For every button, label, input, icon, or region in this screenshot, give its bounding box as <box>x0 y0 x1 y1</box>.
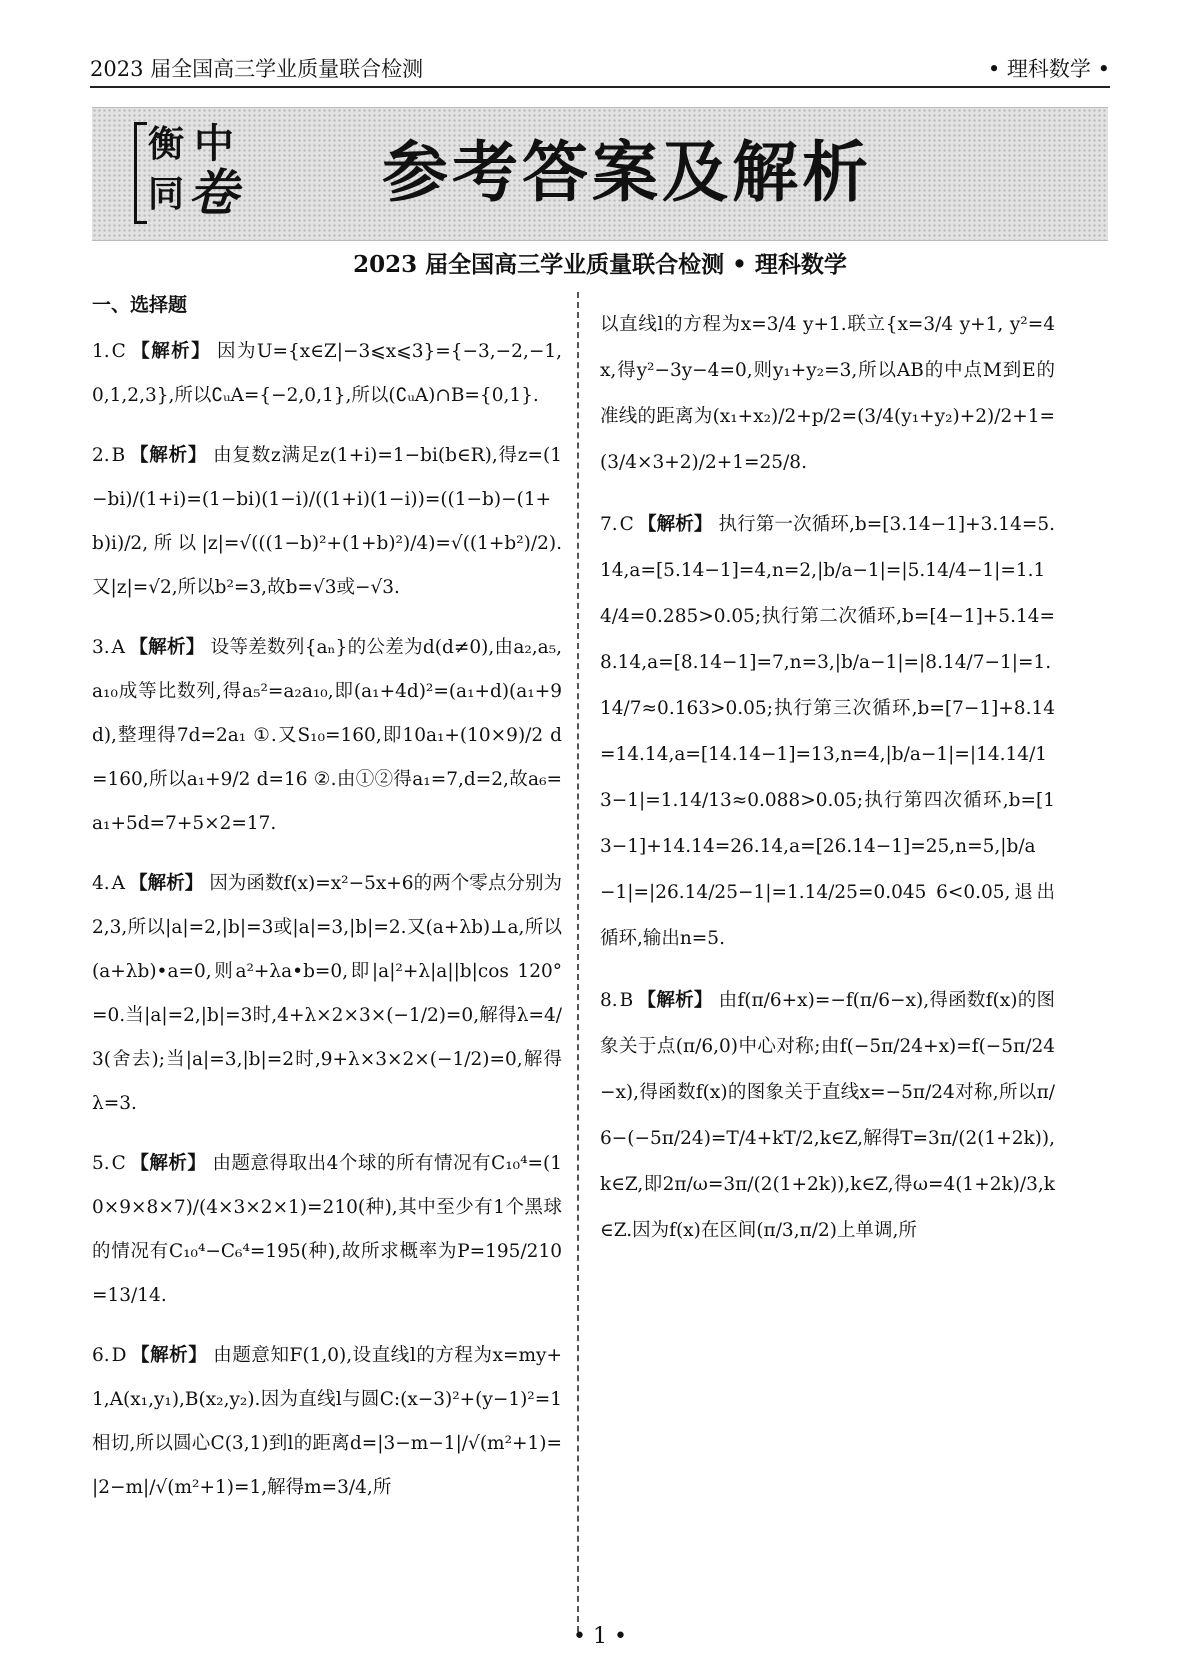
left-column <box>92 290 562 1526</box>
analysis-tag: 【解析】 <box>129 873 204 894</box>
answer-choice: C <box>619 514 634 535</box>
document-title: 2023 届全国高三学业质量联合检测 • 理科数学 <box>353 251 847 278</box>
answer-number: 7. <box>600 514 618 535</box>
answer-explanation: 设等差数列{aₙ}的公差为d(d≠0),由a₂,a₅,a₁₀成等比数列,得a₅²=a₂a₁₀,即(a₁+4d)²=(a₁+d)(a₁+9d),整理得7d=2a₁ ①.又S₁₀=160,即10a₁+(10×9)/2 d=160,所以a₁+9/2 d=16 ②.由①②得a₁=7,d=2,故a₆=a₁+5d=7+5×2=17. <box>92 637 562 834</box>
analysis-tag: 【解析】 <box>637 990 713 1011</box>
section-heading: 一、选择题 <box>92 294 188 316</box>
answer-explanation: 由复数z满足z(1+i)=1−bi(b∈R),得z=(1−bi)/(1+i)=(1−bi)(1−i)/((1+i)(1−i))=((1−b)−(1+b)i)/2,所以|z|=√(((1−b)²+(1+b)²)/4)=√((1+b²)/2).又|z|=√2,所以b²=3,故b=√3或−√3. <box>92 445 562 598</box>
answer-choice: A <box>111 637 126 658</box>
answer-explanation: 因为U={x∈Z|−3⩽x⩽3}={−3,−2,−1,0,1,2,3},所以∁ᵤA={−2,0,1},所以(∁ᵤA)∩B={0,1}. <box>92 341 562 406</box>
answer-choice: C <box>111 341 126 362</box>
answer-item <box>92 1334 562 1510</box>
answer-explanation: 由题意知F(1,0),设直线l的方程为x=my+1,A(x₁,y₁),B(x₂,y₂).因为直线l与圆C:(x−3)²+(y−1)²=1相切,所以圆心C(3,1)到l的距离d=|3−m−1|/√(m²+1)=|2−m|/√(m²+1)=1,解得m=3/4,所 <box>92 1345 562 1498</box>
logo-char-4: 卷 <box>188 163 238 222</box>
answer-explanation: 由f(π/6+x)=−f(π/6−x),得函数f(x)的图象关于点(π/6,0)中心对称;由f(−5π/24+x)=f(−5π/24−x),得函数f(x)的图象关于直线x=−5π/24对称,所以π/6−(−5π/24)=T/4+kT/2,k∈Z,解得T=3π/(2(1+2k)),k∈Z,即2π/ω=3π/(2(1+2k)),k∈Z,得ω=4(1+2k)/3,k∈Z.因为f(x)在区间(π/3,π/2)上单调,所 <box>600 990 1055 1241</box>
answer-item <box>600 978 1055 1254</box>
answer-choice: B <box>111 445 126 466</box>
answer-item <box>92 330 562 418</box>
analysis-tag: 【解析】 <box>129 341 212 362</box>
title-banner <box>92 107 1108 241</box>
answer-choice: C <box>111 1153 126 1174</box>
answer-number: 8. <box>600 990 618 1011</box>
answer-item <box>600 502 1055 962</box>
analysis-tag: 【解析】 <box>637 514 713 535</box>
answer-choice: D <box>111 1345 127 1366</box>
answer-number: 1. <box>92 341 110 362</box>
analysis-tag: 【解析】 <box>129 1153 207 1174</box>
left-answer-list <box>92 330 562 1510</box>
header-left-title: 2023 届全国高三学业质量联合检测 <box>90 57 424 81</box>
answer-item <box>92 434 562 610</box>
answer-number: 5. <box>92 1153 110 1174</box>
logo-char-2: 中 <box>194 120 234 167</box>
answer-number: 2. <box>92 445 110 466</box>
right-answer-list <box>600 302 1055 1254</box>
answer-choice: B <box>619 990 634 1011</box>
right-column <box>600 302 1055 1270</box>
answer-item <box>92 862 562 1126</box>
answer-item <box>600 302 1055 486</box>
running-header <box>90 50 1110 88</box>
answer-item <box>92 626 562 846</box>
answer-choice: A <box>111 873 126 894</box>
answer-explanation: 执行第一次循环,b=[3.14−1]+3.14=5.14,a=[5.14−1]=4,n=2,|b/a−1|=|5.14/4−1|=1.14/4=0.285>0.05;执行第二次循环,b=[4−1]+5.14=8.14,a=[8.14−1]=7,n=3,|b/a−1|=|8.14/7−1|=1.14/7≈0.163>0.05;执行第三次循环,b=[7−1]+8.14=14.14,a=[14.14−1]=13,n=4,|b/a−1|=|14.14/13−1|=1.14/13≈0.088>0.05;执行第四次循环,b=[13−1]+14.14=26.14,a=[26.14−1]=25,n=5,|b/a−1|=|26.14/25−1|=1.14/25=0.045 6<0.05,退出循环,输出n=5. <box>600 514 1055 949</box>
logo-char-3: 同 <box>148 173 185 215</box>
answer-number: 3. <box>92 637 110 658</box>
answer-explanation: 因为函数f(x)=x²−5x+6的两个零点分别为2,3,所以|a|=2,|b|=3或|a|=3,|b|=2.又(a+λb)⊥a,所以(a+λb)•a=0,则a²+λa•b=0,即|a|²+λ|a||b|cos 120°=0.当|a|=2,|b|=3时,4+λ×2×3×(−1/2)=0,解得λ=4/3(舍去);当|a|=3,|b|=2时,9+λ×3×2×(−1/2)=0,解得λ=3. <box>92 873 562 1114</box>
answer-explanation: 以直线l的方程为x=3/4 y+1.联立{x=3/4 y+1, y²=4x,得y²−3y−4=0,则y₁+y₂=3,所以AB的中点M到E的准线的距离为(x₁+x₂)/2+p/2=(3/4(y₁+y₂)+2)/2+1=(3/4×3+2)/2+1=25/8. <box>600 314 1055 473</box>
answer-explanation: 由题意得取出4个球的所有情况有C₁₀⁴=(10×9×8×7)/(4×3×2×1)=210(种),其中至少有1个黑球的情况有C₁₀⁴−C₆⁴=195(种),故所求概率为P=195/210=13/14. <box>92 1153 562 1306</box>
answer-item <box>92 1142 562 1318</box>
logo-char-1: 衡 <box>148 123 185 165</box>
answer-number: 4. <box>92 873 110 894</box>
hengzhong-logo <box>134 120 250 222</box>
analysis-tag: 【解析】 <box>129 445 208 466</box>
analysis-tag: 【解析】 <box>129 637 205 658</box>
column-divider <box>577 292 579 1632</box>
analysis-tag: 【解析】 <box>130 1345 208 1366</box>
answer-number: 6. <box>92 1345 110 1366</box>
header-subject: • 理科数学 • <box>987 57 1110 81</box>
banner-title: 参考答案及解析 <box>382 134 872 211</box>
logo-bracket <box>134 122 147 224</box>
page-number: • 1 • <box>573 1624 627 1649</box>
